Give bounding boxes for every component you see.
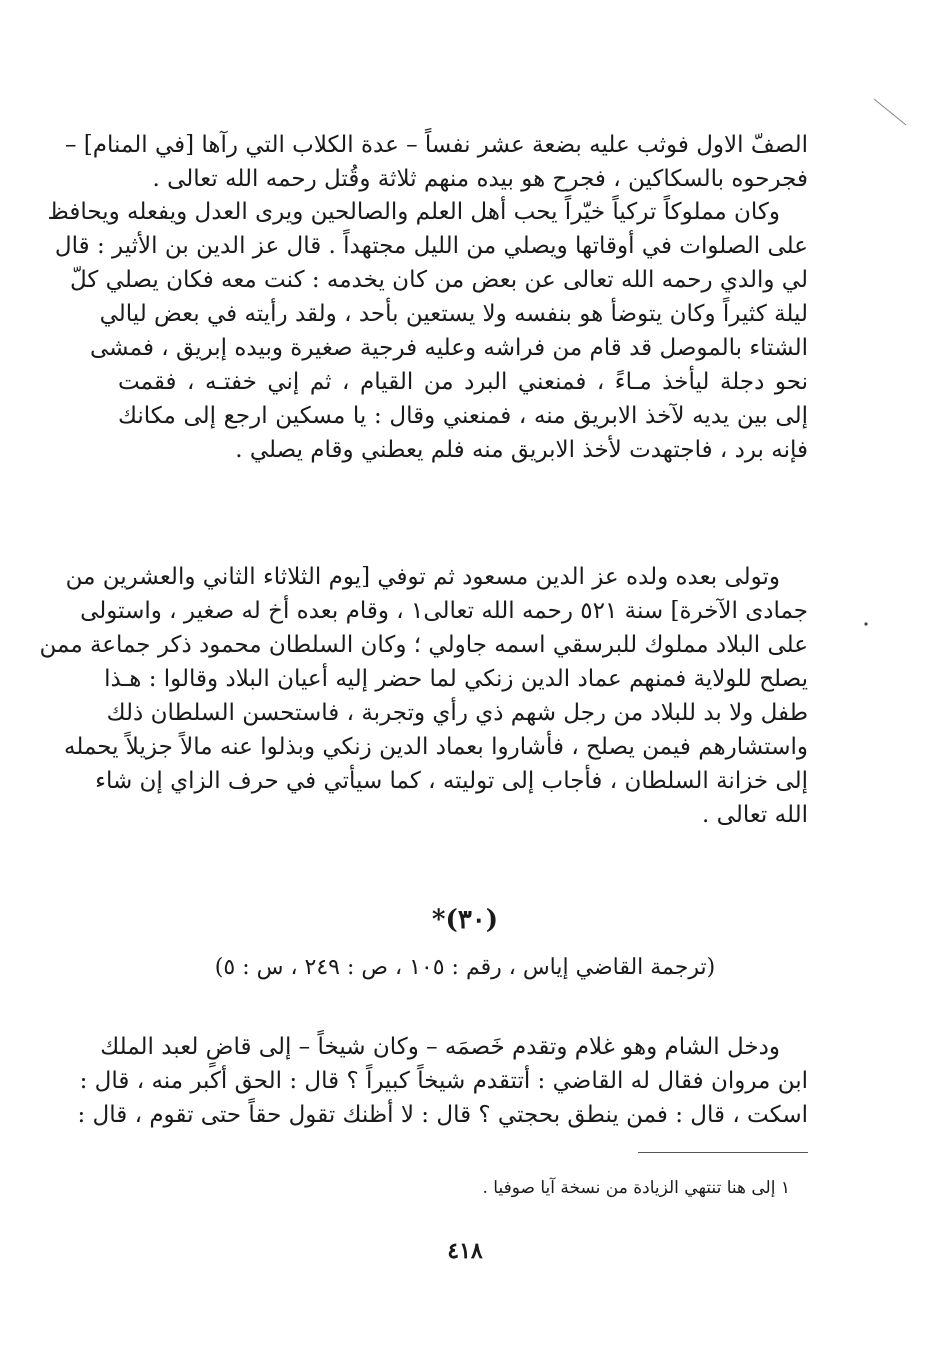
text-line: فإنه برد ، فاجتهدت لأخذ الابريق منه فلم يعطني وقام يصلي . [235, 437, 808, 463]
text-line: ودخل الشام وهو غلام وتقدم خَصمَه – وكان شيخاً – إلى قاضٍ لعبد الملك [100, 1034, 780, 1060]
paragraph-body [39, 560, 808, 832]
text-line: واستشارهم فيمن يصلح ، فأشاروا بعماد الدين زنكي وبذلوا عنه مالاً جزيلاً يحمله [64, 734, 808, 760]
scan-stroke-mark [872, 95, 912, 135]
page-number: ٤١٨ [447, 1238, 483, 1264]
text-line: على البلاد مملوك للبرسقي اسمه جاولي ؛ وكان السلطان محمود ذكر جماعة ممن [39, 632, 808, 658]
text-line: الله تعالى . [702, 802, 808, 828]
text-line: الصفّ الاول فوثب عليه بضعة عشر نفساً – عدة الكلاب التي رآها [في المنام] – [64, 132, 808, 158]
text-line: ابن مروان فقال له القاضي : أتتقدم شيخاً كبيراً ؟ قال : الحق أكبر منه ، قال : [79, 1068, 808, 1094]
section-heading: (٣٠)* [431, 905, 499, 935]
text-line: الشتاء بالموصل قد قام من فراشه وعليه فرجية صغيرة وبيده إبريق ، فمشى [89, 335, 808, 361]
section-subheading: (ترجمة القاضي إياس ، رقم : ١٠٥ ، ص : ٢٤٩ ، س : ٥) [214, 955, 716, 980]
text-line: اسكت ، قال : فمن ينطق بحجتي ؟ قال : لا أظنك تقول حقاً حتى تقوم ، قال : [77, 1102, 808, 1128]
paragraph-body [47, 195, 808, 467]
footnote: ١ إلى هنا تنتهي الزيادة من نسخة آيا صوفيا . [482, 1178, 790, 1198]
text-line: وتولى بعده ولده عز الدين مسعود ثم توفي [يوم الثلاثاء الثاني والعشرين من [65, 564, 780, 590]
text-line: على الصلوات في أوقاتها ويصلي من الليل مجتهداً . قال عز الدين بن الأثير : قال [54, 233, 808, 259]
paragraph-body [77, 1030, 808, 1132]
text-line: طفل ولا بد للبلاد من رجل شهم ذي رأي وتجربة ، فاستحسن السلطان ذلك [106, 700, 808, 726]
text-line: وكان مملوكاً تركياً خيّراً يحب أهل العلم والصالحين ويرى العدل ويفعله ويحافظ [47, 199, 780, 225]
text-line: جمادى الآخرة] سنة ٥٢١ رحمه الله تعالى١ ، وقام بعده أخ له صغير ، واستولى [80, 598, 808, 624]
text-line: لي والدي رحمه الله تعالى عن بعض من كان يخدمه : كنت معه فكان يصلي كلّ [69, 267, 808, 293]
text-line: يصلح للولاية فمنهم عماد الدين زنكي لما حضر إليه أعيان البلاد وقالوا : هـذا [104, 666, 808, 692]
text-line: إلى بين يديه لآخذ الابريق منه ، فمنعني وقال : يا مسكين ارجع إلى مكانك [118, 403, 808, 429]
footnote-rule [638, 1152, 808, 1153]
text-line: إلى خزانة السلطان ، فأجاب إلى توليته ، كما سيأتي في حرف الزاي إن شاء [95, 768, 808, 794]
text-line: ليلة كثيراً وكان يتوضأ هو بنفسه ولا يستعين بأحد ، ولقد رأيته في بعض ليالي [99, 301, 808, 327]
scan-dot-mark [862, 620, 870, 628]
paragraph-continuation [64, 128, 808, 196]
text-line: نحو دجلة ليأخذ مـاءً ، فمنعني البرد من القيام ، ثم إني خفتـه ، فقمت [118, 369, 808, 395]
text-line: فجرحوه بالسكاكين ، فجرح هو بيده منهم ثلاثة وقُتل رحمه الله تعالى . [152, 166, 808, 192]
